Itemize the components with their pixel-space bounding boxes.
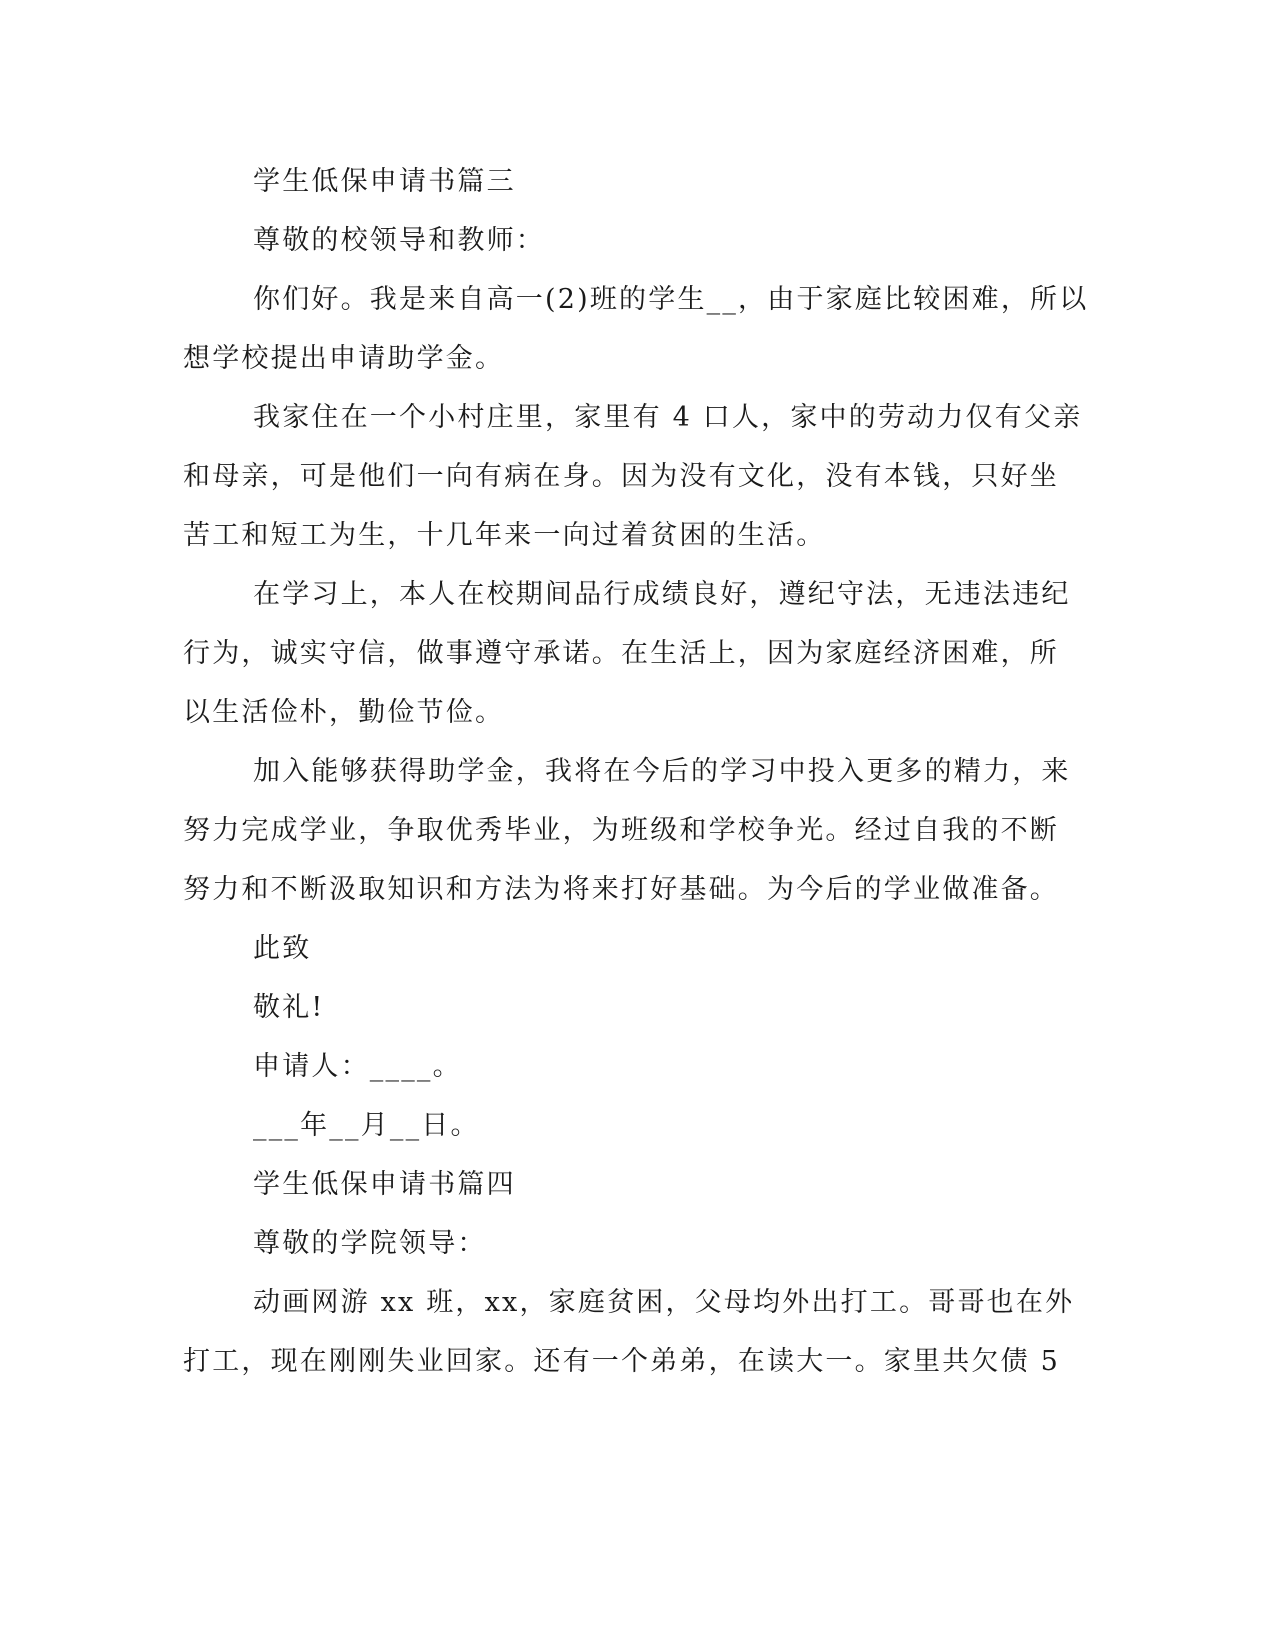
salutation: 尊敬的校领导和教师：: [253, 225, 545, 256]
closing-line: 此致: [253, 933, 312, 964]
paragraph-line: 动画网游 xx 班，xx，家庭贫困，父母均外出打工。哥哥也在外: [253, 1287, 1075, 1318]
section-title: 学生低保申请书篇四: [253, 1169, 516, 1200]
paragraph-line: 努力和不断汲取知识和方法为将来打好基础。为今后的学业做准备。: [183, 874, 1059, 905]
paragraph-line: 你们好。我是来自高一(2)班的学生__，由于家庭比较困难，所以: [253, 284, 1089, 315]
paragraph-line: 苦工和短工为生，十几年来一向过着贫困的生活。: [183, 520, 826, 551]
paragraph-line: 在学习上，本人在校期间品行成绩良好，遵纪守法，无违法违纪: [253, 579, 1071, 610]
paragraph-line: 打工，现在刚刚失业回家。还有一个弟弟，在读大一。家里共欠债 5: [183, 1346, 1060, 1377]
paragraph-line: 以生活俭朴，勤俭节俭。: [183, 697, 505, 728]
closing-line: 敬礼!: [253, 992, 325, 1023]
paragraph-line: 加入能够获得助学金，我将在今后的学习中投入更多的精力，来: [253, 756, 1071, 787]
salutation: 尊敬的学院领导：: [253, 1228, 487, 1259]
paragraph-line: 想学校提出申请助学金。: [183, 343, 505, 374]
applicant-line: 申请人：____。: [253, 1051, 462, 1082]
paragraph-line: 和母亲，可是他们一向有病在身。因为没有文化，没有本钱，只好坐: [183, 461, 1059, 492]
paragraph-line: 我家住在一个小村庄里，家里有 4 口人，家中的劳动力仅有父亲: [253, 402, 1083, 433]
paragraph-line: 行为，诚实守信，做事遵守承诺。在生活上，因为家庭经济困难，所: [183, 638, 1059, 669]
section-title: 学生低保申请书篇三: [253, 166, 516, 197]
paragraph-line: 努力完成学业，争取优秀毕业，为班级和学校争光。经过自我的不断: [183, 815, 1059, 846]
date-line: ___年__月__日。: [253, 1110, 480, 1141]
